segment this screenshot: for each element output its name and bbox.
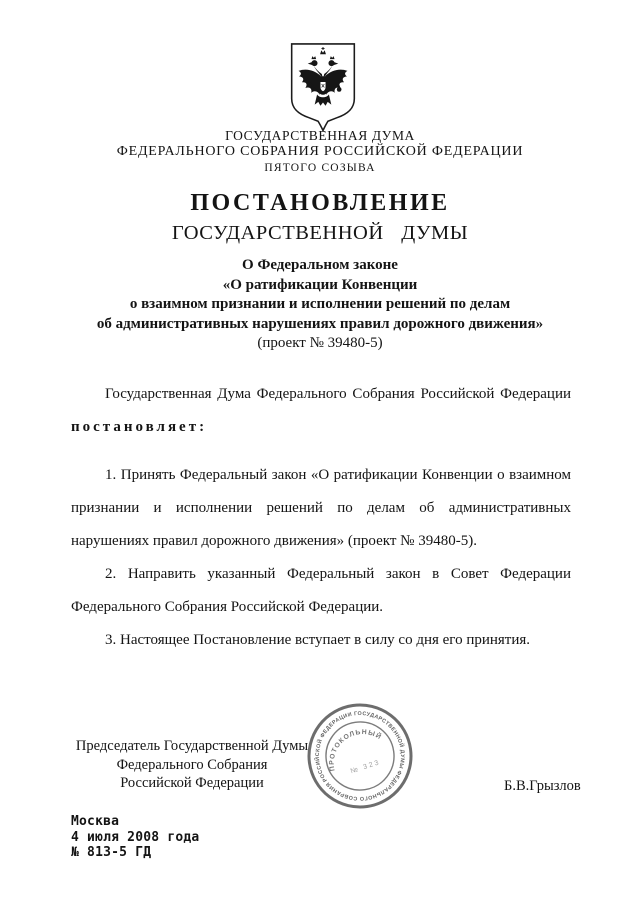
signatory-name: Б.В.Грызлов (504, 778, 581, 794)
russia-coat-of-arms-icon (287, 40, 359, 132)
round-seal-stamp-icon (304, 700, 416, 812)
footer-date: 4 июля 2008 года (71, 829, 200, 845)
document-title (40, 256, 600, 354)
document-footer (71, 814, 199, 861)
body-intro: Государственная Дума Федерального Собрания Российской Федерации (105, 386, 571, 402)
footer-city: Москва (71, 814, 120, 829)
stamp-inner-text: ПРОТОКОЛЬНЫЙ (328, 728, 383, 772)
org-parent-line: ФЕДЕРАЛЬНОГО СОБРАНИЯ РОССИЙСКОЙ ФЕДЕРАЦИИ (116, 144, 524, 159)
footer-number: № 813-5 ГД (71, 845, 152, 860)
org-convocation-line: ПЯТОГО СОЗЫВА (264, 161, 376, 174)
resolution-item-3: 3. Настоящее Постановление вступает в силу со дня его принятия. (105, 632, 531, 648)
signature-position-line: Российской Федерации (120, 775, 264, 791)
resolution-item-1: 1. Принять Федеральный закон «О ратификации Конвенции о взаимном признании и исполнении решений по делам об административных нарушениях правил дорожного движения» (проект № 39480-5). (71, 467, 571, 549)
stamp-number: № 323 (349, 759, 382, 776)
signature-position-line: Федерального Собрания (116, 756, 268, 773)
svg-text:ПРОТОКОЛЬНЫЙ (324, 726, 388, 772)
resolution-item-2: 2. Направить указанный Федеральный закон в Совет Федерации Федерального Собрания Российской Федерации. (71, 566, 571, 615)
svg-text:ГОСУДАРСТВЕННОЙ ДУМЫ ФЕДЕРАЛЬН (307, 705, 413, 807)
document-body (71, 378, 571, 657)
stamp-rim-text: ГОСУДАРСТВЕННОЙ ДУМЫ ФЕДЕРАЛЬНОГО СОБРАНИЯ РОССИЙСКОЙ ФЕДЕРАЦИИ (314, 710, 405, 802)
signature-position-line: Председатель Государственной Думы (75, 738, 309, 754)
document-type-heading: ПОСТАНОВЛЕНИЕ (190, 190, 450, 216)
org-name-line: ГОСУДАРСТВЕННАЯ ДУМА (225, 128, 415, 143)
resolves-word: постановляет: (71, 419, 208, 435)
project-number: (проект № 39480-5) (257, 335, 383, 351)
signature-position (70, 737, 314, 793)
organisation-header (0, 128, 640, 176)
title-line: об административных нарушениях правил дорожного движения» (96, 315, 544, 332)
title-line: «О ратификации Конвенции (222, 276, 418, 293)
title-line: О Федеральном законе (242, 257, 398, 273)
title-line: о взаимном признании и исполнении решений по делам (129, 296, 511, 312)
document-issuer-heading: ГОСУДАРСТВЕННОЙ ДУМЫ (171, 222, 469, 244)
